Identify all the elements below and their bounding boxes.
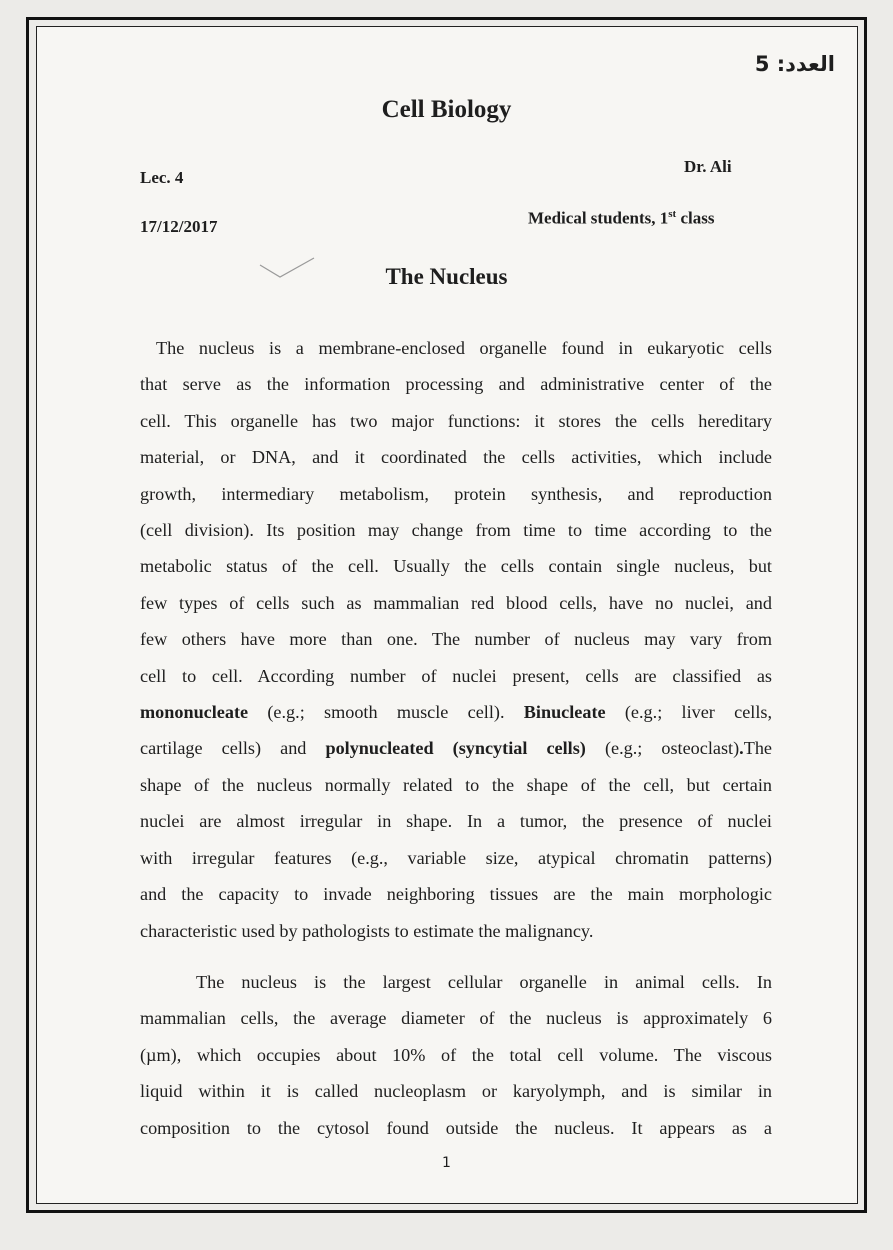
paragraph-2-line: liquid within it is called nucleoplasm or karyolymph, and is similar in (140, 1081, 772, 1102)
paragraph-2-line: composition to the cytosol found outside the nucleus. It appears as a (140, 1117, 772, 1138)
paragraph-1-line: with irregular features (e.g., variable size, atypical chromatin patterns) (140, 847, 772, 868)
paragraph-1-line: material, or DNA, and it coordinated the cells activities, which include (140, 447, 772, 468)
instructor-name: Dr. Ali (684, 157, 732, 176)
lecture-number: Lec. 4 (140, 168, 184, 187)
paragraph-1-line: that serve as the information processing and administrative center of the (140, 374, 772, 395)
paragraph-1-line: The nucleus is a membrane-enclosed organelle found in eukaryotic cells (156, 338, 772, 358)
paragraph-1-line: few types of cells such as mammalian red blood cells, have no nuclei, and (140, 592, 772, 613)
paragraph-1-line: few others have more than one. The number of nucleus may vary from (140, 629, 772, 650)
text-run: (e.g.; smooth muscle cell). (248, 702, 524, 723)
term-polynucleated: polynucleated (syncytial cells) (325, 738, 586, 759)
page-number: 1 (442, 1155, 451, 1171)
audience-suffix: class (676, 208, 715, 228)
course-title: Cell Biology (381, 96, 512, 123)
paragraph-1-line: cell. This organelle has two major functions: it stores the cells hereditary (140, 410, 772, 431)
text-run: The (743, 738, 772, 759)
paragraph-1-line: characteristic used by pathologists to estimate the malignancy. (140, 920, 594, 941)
paragraph-1-line: nuclei are almost irregular in shape. In a tumor, the presence of nuclei (140, 811, 772, 832)
paragraph-2-line: mammalian cells, the average diameter of the nucleus is approximately 6 (140, 1008, 772, 1029)
paragraph-2-line: (µm), which occupies about 10% of the total cell volume. The viscous (140, 1044, 772, 1065)
paragraph-1 (140, 330, 772, 949)
term-binucleate: Binucleate (523, 702, 606, 723)
text-run: (e.g.; liver cells, (605, 702, 772, 723)
paragraph-1-line: (cell division). Its position may change from time to time according to the (140, 520, 772, 541)
section-title: The Nucleus (385, 264, 508, 289)
text-run: (e.g.; osteoclast) (585, 738, 740, 759)
text-run: cartilage cells) and (140, 738, 326, 759)
term-mononucleate: mononucleate (140, 702, 249, 723)
paragraph-1-line: metabolic status of the cell. Usually the cells contain single nucleus, but (140, 556, 772, 577)
paragraph-1-line (140, 730, 772, 766)
audience-prefix: Medical students, 1 (528, 208, 669, 228)
audience (528, 208, 714, 229)
paragraph-1-line (140, 694, 772, 730)
paragraph-1-line: shape of the nucleus normally related to the shape of the cell, but certain (140, 774, 772, 795)
paragraph-2-line: The nucleus is the largest cellular organelle in animal cells. In (196, 972, 772, 992)
audience-sup: st (668, 208, 677, 220)
paragraph-1-line: growth, intermediary metabolism, protein synthesis, and reproduction (140, 483, 772, 504)
paragraph-2 (140, 964, 772, 1146)
issue-number: العدد: 5 (754, 52, 835, 76)
bold-period: . (739, 738, 744, 759)
paragraph-1-line: cell to cell. According number of nuclei present, cells are classified as (140, 665, 772, 686)
paragraph-1-line: and the capacity to invade neighboring tissues are the main morphologic (140, 884, 772, 905)
lecture-date: 17/12/2017 (140, 217, 218, 236)
